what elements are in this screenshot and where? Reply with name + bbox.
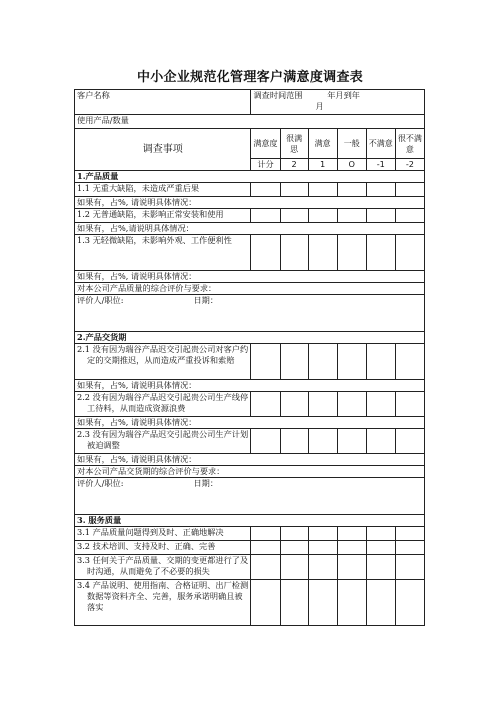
- rating-cell[interactable]: [366, 527, 395, 541]
- score-value-5: -2: [395, 159, 424, 171]
- page-title: 中小企业规范化管理客户满意度调查表: [136, 70, 364, 85]
- rating-cell[interactable]: [308, 541, 337, 555]
- rating-cell[interactable]: [395, 429, 424, 454]
- survey-item-label: 1.1 无重大缺陷，未造成严重后果: [75, 183, 251, 197]
- rating-cell[interactable]: [366, 235, 395, 271]
- rating-header-0: 满意度: [251, 129, 280, 159]
- rating-header-4: 不满意: [366, 129, 395, 159]
- explanation-field[interactable]: [75, 454, 425, 466]
- rating-cell[interactable]: [308, 555, 337, 580]
- rating-cell[interactable]: [280, 527, 308, 541]
- explanation-label: 如果有，占%, 请说明具体情况：: [77, 380, 197, 390]
- rating-cell[interactable]: [280, 209, 308, 223]
- period-label: 调查时间范围: [253, 90, 303, 100]
- rating-cell[interactable]: [337, 235, 366, 271]
- rating-cell[interactable]: [366, 555, 395, 580]
- survey-item-label: 2.3 没有因为瑞谷产品迟交引起贵公司生产计划被迫调整: [75, 429, 251, 454]
- customer-name-label: 客户名称: [77, 90, 110, 100]
- rating-cell[interactable]: [251, 392, 280, 417]
- score-value-1: 2: [280, 159, 308, 171]
- rating-cell[interactable]: [280, 555, 308, 580]
- score-value-4: -1: [366, 159, 395, 171]
- survey-period-field[interactable]: [251, 90, 425, 115]
- summary-field[interactable]: [75, 466, 425, 478]
- date-label: 日期：: [193, 295, 219, 305]
- rating-cell[interactable]: [308, 209, 337, 223]
- summary-label: 对本公司产品质量的综合评价与要求：: [77, 283, 217, 293]
- survey-item-label: 3.1 产品质量问题得到及时、正确地解决: [75, 527, 251, 541]
- section-heading: 2.产品交货期: [75, 332, 425, 344]
- rating-cell[interactable]: [251, 555, 280, 580]
- summary-field[interactable]: [75, 283, 425, 295]
- rating-cell[interactable]: [395, 235, 424, 271]
- rating-cell[interactable]: [337, 344, 366, 380]
- rating-cell[interactable]: [395, 580, 424, 626]
- period-month: 月: [315, 101, 324, 111]
- rating-cell[interactable]: [251, 344, 280, 380]
- score-value-2: 1: [308, 159, 337, 171]
- evaluator-label: 评价人/职位:: [77, 478, 124, 488]
- customer-name-field[interactable]: [75, 90, 251, 115]
- rating-cell[interactable]: [337, 183, 366, 197]
- rating-cell[interactable]: [308, 527, 337, 541]
- explanation-field[interactable]: [75, 271, 425, 283]
- survey-item-label: 3.3 任何关于产品质量、交期的变更都进行了及时沟通，从而避免了不必要的损失: [75, 555, 251, 580]
- rating-cell[interactable]: [308, 235, 337, 271]
- rating-cell[interactable]: [337, 555, 366, 580]
- rating-cell[interactable]: [366, 429, 395, 454]
- period-value: 年月到年: [327, 90, 360, 100]
- rating-cell[interactable]: [308, 429, 337, 454]
- rating-cell[interactable]: [308, 580, 337, 626]
- rating-cell[interactable]: [395, 555, 424, 580]
- rating-cell[interactable]: [308, 183, 337, 197]
- explanation-field[interactable]: [75, 380, 425, 392]
- rating-header-2: 满意: [308, 129, 337, 159]
- explanation-field[interactable]: [75, 197, 425, 209]
- rating-cell[interactable]: [395, 183, 424, 197]
- section-heading: 1.产品质量: [75, 171, 425, 183]
- rating-cell[interactable]: [280, 541, 308, 555]
- rating-cell[interactable]: [280, 429, 308, 454]
- item-header: 调查事项: [75, 129, 251, 171]
- score-value-3: O: [337, 159, 366, 171]
- rating-header-3: 一般: [337, 129, 366, 159]
- rating-cell[interactable]: [395, 541, 424, 555]
- score-label: 计分: [251, 159, 280, 171]
- survey-item-label: 1.3 无轻微缺陷，未影响外观、工作便利性: [75, 235, 251, 271]
- section-heading: 3. 服务质量: [75, 515, 425, 527]
- explanation-field[interactable]: [75, 417, 425, 429]
- rating-cell[interactable]: [251, 209, 280, 223]
- rating-cell[interactable]: [280, 235, 308, 271]
- survey-item-label: 2.1 没有因为瑞谷产品迟交引起贵公司对客户约定的交期推迟，从而造成严重投诉和索赔: [75, 344, 251, 380]
- rating-cell[interactable]: [251, 580, 280, 626]
- rating-cell[interactable]: [337, 392, 366, 417]
- rating-cell[interactable]: [280, 183, 308, 197]
- rating-cell[interactable]: [366, 209, 395, 223]
- rating-cell[interactable]: [366, 344, 395, 380]
- rating-cell[interactable]: [280, 344, 308, 380]
- rating-cell[interactable]: [395, 344, 424, 380]
- rating-header-5: 很不满意: [395, 129, 424, 159]
- explanation-field[interactable]: [75, 223, 425, 235]
- survey-item-label: 3.4 产品说明、使用指南、合格证明、出厂检测数据等资料齐全、完善，服务承诺明确且被落实: [75, 580, 251, 626]
- survey-item-label: 2.2 没有因为瑞谷产品迟交引起贵公司生产线停工待料，从而造成资源浪费: [75, 392, 251, 417]
- date-label: 日期：: [193, 478, 219, 488]
- rating-cell[interactable]: [251, 527, 280, 541]
- explanation-label: 如果有，占%,请说明具体情况：: [77, 223, 194, 233]
- rating-cell[interactable]: [366, 541, 395, 555]
- rating-cell[interactable]: [395, 527, 424, 541]
- rating-cell[interactable]: [395, 392, 424, 417]
- explanation-label: 如果有，占%, 请说明具体情况：: [77, 454, 197, 464]
- rating-cell[interactable]: [251, 235, 280, 271]
- rating-cell[interactable]: [251, 429, 280, 454]
- signature-field[interactable]: [75, 478, 425, 515]
- rating-cell[interactable]: [308, 344, 337, 380]
- rating-cell[interactable]: [395, 209, 424, 223]
- signature-field[interactable]: [75, 295, 425, 332]
- explanation-label: 如果有，占%, 请说明具体情况：: [77, 197, 197, 207]
- survey-item-label: 1.2 无普通缺陷，未影响正常安装和使用: [75, 209, 251, 223]
- product-qty-field[interactable]: [75, 115, 425, 129]
- rating-cell[interactable]: [366, 392, 395, 417]
- rating-cell[interactable]: [251, 541, 280, 555]
- rating-cell[interactable]: [366, 183, 395, 197]
- rating-cell[interactable]: [337, 209, 366, 223]
- rating-cell[interactable]: [308, 392, 337, 417]
- survey-table: [74, 89, 425, 626]
- explanation-label: 如果有，占%, 请说明具体情况：: [77, 417, 197, 427]
- rating-cell[interactable]: [337, 527, 366, 541]
- rating-cell[interactable]: [251, 183, 280, 197]
- rating-header-1: 很满思: [280, 129, 308, 159]
- rating-cell[interactable]: [280, 392, 308, 417]
- explanation-label: 如果有，占%, 请说明具体情况：: [77, 271, 197, 281]
- product-qty-label: 使用产品/数量: [77, 115, 129, 125]
- survey-item-label: 3.2 技术培训、支持及时、正确、完善: [75, 541, 251, 555]
- rating-cell[interactable]: [366, 580, 395, 626]
- rating-cell[interactable]: [337, 580, 366, 626]
- summary-label: 对本公司产品交货期的综合评价与要求：: [77, 466, 225, 476]
- evaluator-label: 评价人/职位:: [77, 295, 124, 305]
- rating-cell[interactable]: [337, 541, 366, 555]
- rating-cell[interactable]: [337, 429, 366, 454]
- rating-cell[interactable]: [280, 580, 308, 626]
